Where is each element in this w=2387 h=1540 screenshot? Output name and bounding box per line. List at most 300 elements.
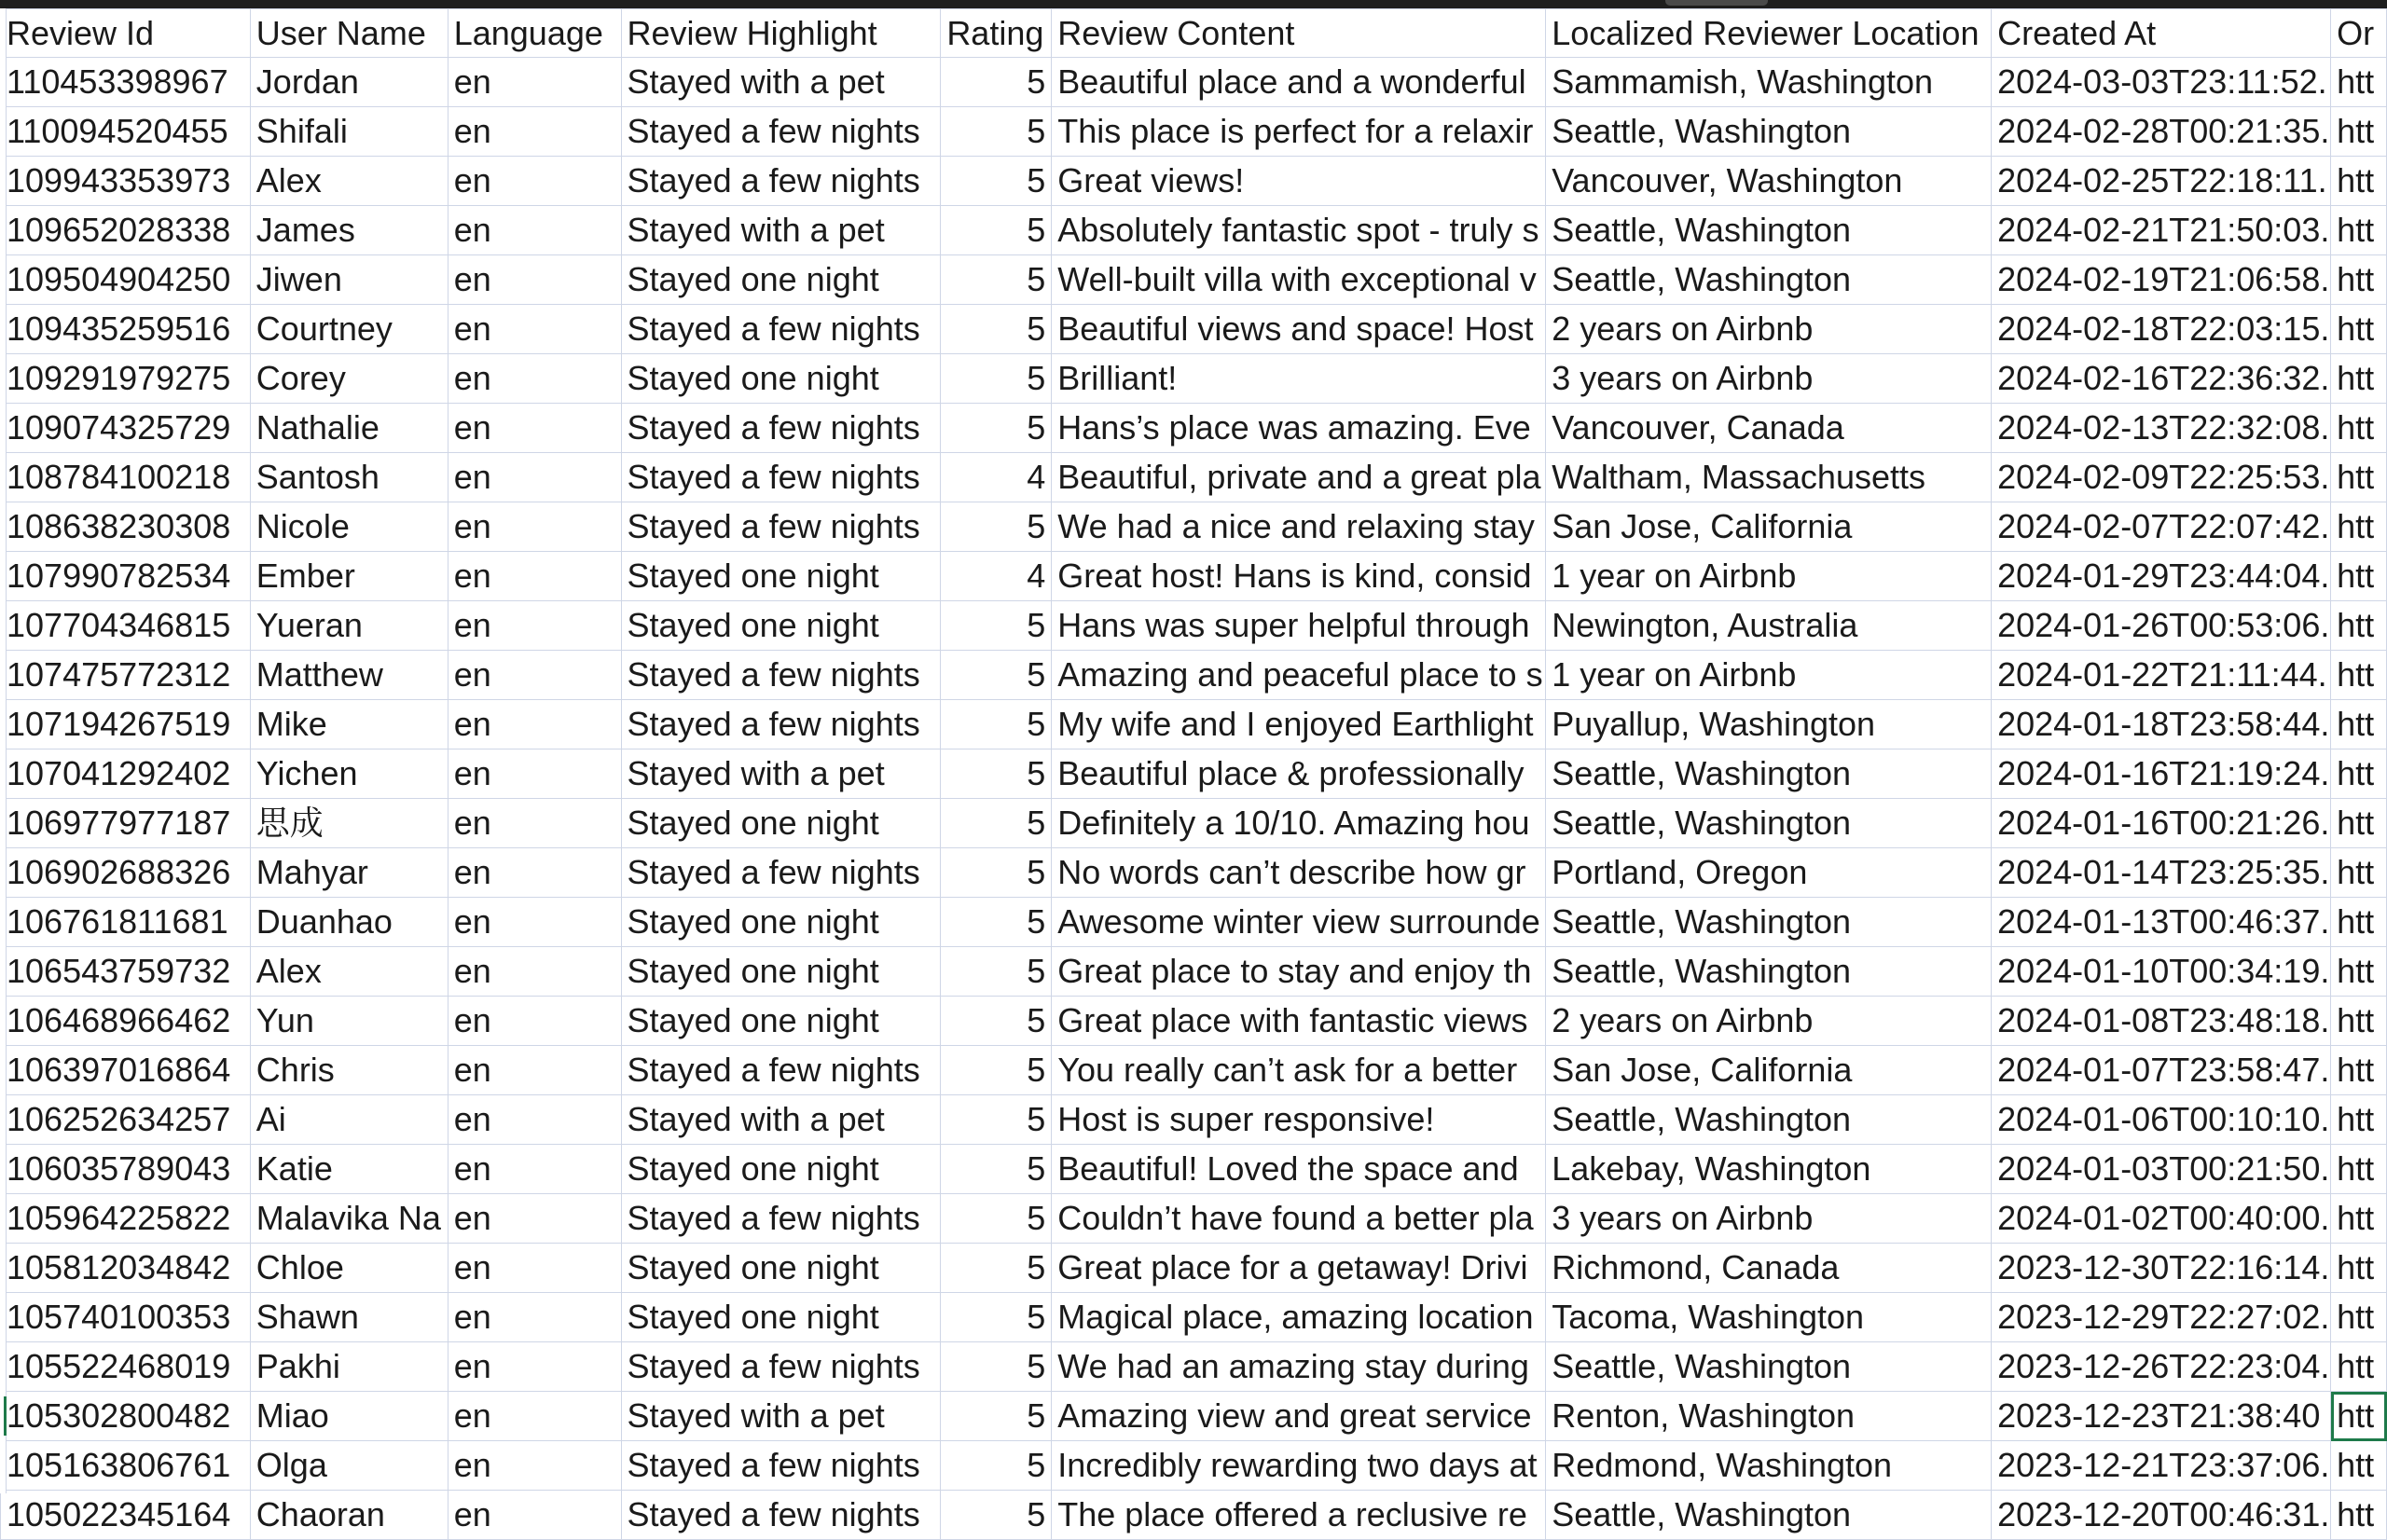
cell-reviewer-location[interactable]: Seattle, Washington — [1546, 107, 1992, 157]
cell-review-id[interactable]: 106468966462 — [1, 997, 251, 1046]
cell-created-at[interactable]: 2024-02-13T22:32:08. — [1992, 404, 2331, 453]
cell-original-url[interactable]: htt — [2331, 651, 2387, 700]
cell-review-highlight[interactable]: Stayed one night — [621, 997, 941, 1046]
table-row — [1, 601, 2387, 651]
cell-created-at[interactable]: 2024-01-18T23:58:44. — [1992, 700, 2331, 749]
cell-rating[interactable]: 5 — [941, 1244, 1052, 1293]
cell-review-highlight[interactable]: Stayed one night — [621, 255, 941, 305]
active-row-marker — [4, 1396, 7, 1436]
cell-reviewer-location[interactable]: San Jose, California — [1546, 1046, 1992, 1095]
table-row — [1, 1293, 2387, 1342]
cell-review-content[interactable]: We had an amazing stay during — [1052, 1342, 1546, 1392]
table-row — [1, 206, 2387, 255]
cell-original-url[interactable]: htt — [2331, 1491, 2387, 1540]
cell-review-content[interactable]: Great views! — [1052, 157, 1546, 206]
cell-review-highlight[interactable]: Stayed one night — [621, 799, 941, 848]
cell-user-name[interactable]: Matthew — [250, 651, 448, 700]
table-row — [1, 1392, 2387, 1441]
cell-reviewer-location[interactable]: 1 year on Airbnb — [1546, 552, 1992, 601]
cell-language[interactable]: en — [448, 848, 621, 898]
cell-original-url[interactable]: htt — [2331, 1293, 2387, 1342]
cell-review-highlight[interactable]: Stayed with a pet — [621, 1095, 941, 1145]
cell-user-name[interactable]: Katie — [250, 1145, 448, 1194]
cell-review-highlight[interactable]: Stayed with a pet — [621, 749, 941, 799]
column-header-rating[interactable]: Rating — [941, 9, 1052, 58]
cell-review-id[interactable]: 105964225822 — [1, 1194, 251, 1244]
cell-user-name[interactable]: Yichen — [250, 749, 448, 799]
cell-reviewer-location[interactable]: Seattle, Washington — [1546, 1491, 1992, 1540]
cell-review-content[interactable]: No words can’t describe how gr — [1052, 848, 1546, 898]
cell-language[interactable]: en — [448, 898, 621, 947]
cell-created-at[interactable]: 2024-01-26T00:53:06. — [1992, 601, 2331, 651]
cell-original-url[interactable]: htt — [2331, 305, 2387, 354]
cell-rating[interactable]: 5 — [941, 58, 1052, 107]
cell-created-at[interactable]: 2024-02-16T22:36:32. — [1992, 354, 2331, 404]
cell-review-highlight[interactable]: Stayed a few nights — [621, 502, 941, 552]
cell-original-url[interactable]: htt — [2331, 848, 2387, 898]
cell-original-url[interactable]: htt — [2331, 898, 2387, 947]
cell-user-name[interactable]: Malavika Na — [250, 1194, 448, 1244]
cell-review-content[interactable]: Beautiful! Loved the space and — [1052, 1145, 1546, 1194]
cell-original-url[interactable]: htt — [2331, 1342, 2387, 1392]
cell-created-at[interactable]: 2024-01-03T00:21:50. — [1992, 1145, 2331, 1194]
cell-language[interactable]: en — [448, 58, 621, 107]
cell-reviewer-location[interactable]: Vancouver, Canada — [1546, 404, 1992, 453]
table-row — [1, 404, 2387, 453]
cell-original-url[interactable]: htt — [2331, 601, 2387, 651]
cell-review-id[interactable]: 108638230308 — [1, 502, 251, 552]
cell-review-id[interactable]: 106761811681 — [1, 898, 251, 947]
cell-review-highlight[interactable]: Stayed a few nights — [621, 700, 941, 749]
cell-reviewer-location[interactable]: San Jose, California — [1546, 502, 1992, 552]
cell-rating[interactable]: 5 — [941, 1145, 1052, 1194]
table-row — [1, 58, 2387, 107]
cell-review-id[interactable]: 108784100218 — [1, 453, 251, 502]
cell-language[interactable]: en — [448, 404, 621, 453]
cell-review-highlight[interactable]: Stayed a few nights — [621, 651, 941, 700]
cell-language[interactable]: en — [448, 947, 621, 997]
cell-rating[interactable]: 5 — [941, 749, 1052, 799]
cell-review-highlight[interactable]: Stayed with a pet — [621, 206, 941, 255]
column-header-reviewer-location[interactable]: Localized Reviewer Location — [1546, 9, 1992, 58]
cell-user-name[interactable]: Pakhi — [250, 1342, 448, 1392]
cell-created-at[interactable]: 2024-01-22T21:11:44. — [1992, 651, 2331, 700]
table-row — [1, 749, 2387, 799]
cell-review-highlight[interactable]: Stayed a few nights — [621, 1194, 941, 1244]
cell-reviewer-location[interactable]: Lakebay, Washington — [1546, 1145, 1992, 1194]
cell-created-at[interactable]: 2024-02-19T21:06:58. — [1992, 255, 2331, 305]
cell-review-highlight[interactable]: Stayed a few nights — [621, 1342, 941, 1392]
cell-review-highlight[interactable]: Stayed a few nights — [621, 404, 941, 453]
cell-created-at[interactable]: 2024-03-03T23:11:52. — [1992, 58, 2331, 107]
table-row — [1, 1491, 2387, 1540]
cell-original-url[interactable]: htt — [2331, 206, 2387, 255]
cell-review-id[interactable]: 109652028338 — [1, 206, 251, 255]
cell-rating[interactable]: 5 — [941, 947, 1052, 997]
cell-user-name[interactable]: Mike — [250, 700, 448, 749]
cell-rating[interactable]: 5 — [941, 799, 1052, 848]
cell-user-name[interactable]: Duanhao — [250, 898, 448, 947]
cell-rating[interactable]: 5 — [941, 305, 1052, 354]
cell-user-name[interactable]: Santosh — [250, 453, 448, 502]
cell-original-url[interactable]: htt — [2331, 404, 2387, 453]
cell-original-url[interactable]: htt — [2331, 552, 2387, 601]
cell-review-highlight[interactable]: Stayed a few nights — [621, 1441, 941, 1491]
cell-review-content[interactable]: Amazing view and great service — [1052, 1392, 1546, 1441]
cell-rating[interactable]: 5 — [941, 255, 1052, 305]
cell-original-url[interactable]: htt — [2331, 1392, 2387, 1441]
cell-review-highlight[interactable]: Stayed a few nights — [621, 305, 941, 354]
cell-review-highlight[interactable]: Stayed a few nights — [621, 107, 941, 157]
cell-review-highlight[interactable]: Stayed one night — [621, 601, 941, 651]
cell-language[interactable]: en — [448, 997, 621, 1046]
cell-user-name[interactable]: Chloe — [250, 1244, 448, 1293]
cell-reviewer-location[interactable]: Sammamish, Washington — [1546, 58, 1992, 107]
cell-original-url[interactable]: htt — [2331, 1046, 2387, 1095]
cell-review-highlight[interactable]: Stayed with a pet — [621, 58, 941, 107]
cell-user-name[interactable]: Courtney — [250, 305, 448, 354]
cell-language[interactable]: en — [448, 1194, 621, 1244]
cell-user-name[interactable]: Chris — [250, 1046, 448, 1095]
cell-original-url[interactable]: htt — [2331, 1095, 2387, 1145]
cell-user-name[interactable]: James — [250, 206, 448, 255]
cell-reviewer-location[interactable]: Seattle, Washington — [1546, 947, 1992, 997]
cell-rating[interactable]: 5 — [941, 601, 1052, 651]
cell-created-at[interactable]: 2024-01-16T21:19:24. — [1992, 749, 2331, 799]
cell-reviewer-location[interactable]: Seattle, Washington — [1546, 749, 1992, 799]
cell-review-content[interactable]: Host is super responsive! — [1052, 1095, 1546, 1145]
cell-review-highlight[interactable]: Stayed a few nights — [621, 848, 941, 898]
cell-user-name[interactable]: Chaoran — [250, 1491, 448, 1540]
cell-user-name[interactable]: Yun — [250, 997, 448, 1046]
cell-reviewer-location[interactable]: Renton, Washington — [1546, 1392, 1992, 1441]
cell-user-name[interactable]: Jordan — [250, 58, 448, 107]
cell-rating[interactable]: 5 — [941, 206, 1052, 255]
cell-reviewer-location[interactable]: Tacoma, Washington — [1546, 1293, 1992, 1342]
cell-rating[interactable]: 5 — [941, 1194, 1052, 1244]
cell-review-highlight[interactable]: Stayed a few nights — [621, 157, 941, 206]
cell-created-at[interactable]: 2024-01-10T00:34:19. — [1992, 947, 2331, 997]
cell-language[interactable]: en — [448, 206, 621, 255]
cell-original-url[interactable]: htt — [2331, 700, 2387, 749]
cell-language[interactable]: en — [448, 453, 621, 502]
cell-reviewer-location[interactable]: Waltham, Massachusetts — [1546, 453, 1992, 502]
cell-review-id[interactable]: 107194267519 — [1, 700, 251, 749]
cell-review-content[interactable]: This place is perfect for a relaxir — [1052, 107, 1546, 157]
table-row — [1, 354, 2387, 404]
cell-review-content[interactable]: Amazing and peaceful place to s — [1052, 651, 1546, 700]
cell-review-id[interactable]: 110453398967 — [1, 58, 251, 107]
cell-review-id[interactable]: 109435259516 — [1, 305, 251, 354]
cell-original-url[interactable]: htt — [2331, 1441, 2387, 1491]
cell-language[interactable]: en — [448, 749, 621, 799]
table-row — [1, 255, 2387, 305]
cell-original-url[interactable]: htt — [2331, 502, 2387, 552]
cell-original-url[interactable]: htt — [2331, 1244, 2387, 1293]
table-row — [1, 305, 2387, 354]
cell-review-id[interactable]: 105022345164 — [1, 1491, 251, 1540]
cell-rating[interactable]: 5 — [941, 651, 1052, 700]
cell-user-name[interactable]: Olga — [250, 1441, 448, 1491]
cell-original-url[interactable]: htt — [2331, 997, 2387, 1046]
cell-language[interactable]: en — [448, 1342, 621, 1392]
cell-language[interactable]: en — [448, 700, 621, 749]
cell-reviewer-location[interactable]: 3 years on Airbnb — [1546, 354, 1992, 404]
cell-created-at[interactable]: 2024-01-06T00:10:10. — [1992, 1095, 2331, 1145]
cell-review-highlight[interactable]: Stayed one night — [621, 898, 941, 947]
cell-review-id[interactable]: 106035789043 — [1, 1145, 251, 1194]
cell-user-name[interactable]: Ember — [250, 552, 448, 601]
cell-review-id[interactable]: 106977977187 — [1, 799, 251, 848]
cell-rating[interactable]: 5 — [941, 1491, 1052, 1540]
cell-review-content[interactable]: The place offered a reclusive re — [1052, 1491, 1546, 1540]
cell-review-highlight[interactable]: Stayed a few nights — [621, 1491, 941, 1540]
cell-language[interactable]: en — [448, 354, 621, 404]
table-row — [1, 107, 2387, 157]
cell-review-highlight[interactable]: Stayed one night — [621, 1293, 941, 1342]
table-row — [1, 898, 2387, 947]
cell-user-name[interactable]: Jiwen — [250, 255, 448, 305]
cell-review-content[interactable]: Beautiful place & professionally — [1052, 749, 1546, 799]
cell-reviewer-location[interactable]: Vancouver, Washington — [1546, 157, 1992, 206]
cell-created-at[interactable]: 2024-01-07T23:58:47. — [1992, 1046, 2331, 1095]
cell-review-id[interactable]: 105163806761 — [1, 1441, 251, 1491]
cell-rating[interactable]: 5 — [941, 1342, 1052, 1392]
cell-reviewer-location[interactable]: Seattle, Washington — [1546, 799, 1992, 848]
cell-created-at[interactable]: 2024-01-14T23:25:35. — [1992, 848, 2331, 898]
cell-user-name[interactable]: Miao — [250, 1392, 448, 1441]
cell-review-content[interactable]: Great place for a getaway! Drivi — [1052, 1244, 1546, 1293]
cell-created-at[interactable]: 2023-12-29T22:27:02. — [1992, 1293, 2331, 1342]
cell-review-highlight[interactable]: Stayed a few nights — [621, 1046, 941, 1095]
table-row — [1, 1145, 2387, 1194]
cell-review-id[interactable]: 105740100353 — [1, 1293, 251, 1342]
table-row — [1, 1244, 2387, 1293]
cell-review-highlight[interactable]: Stayed with a pet — [621, 1392, 941, 1441]
column-header-review-id[interactable]: Review Id — [1, 9, 251, 58]
cell-review-highlight[interactable]: Stayed one night — [621, 354, 941, 404]
cell-created-at[interactable]: 2023-12-23T21:38:40 — [1992, 1392, 2331, 1441]
cell-review-highlight[interactable]: Stayed a few nights — [621, 453, 941, 502]
cell-review-content[interactable]: Great host! Hans is kind, consid — [1052, 552, 1546, 601]
spreadsheet-grid-area[interactable] — [0, 8, 2387, 1533]
cell-user-name[interactable]: Shifali — [250, 107, 448, 157]
cell-created-at[interactable]: 2024-01-02T00:40:00. — [1992, 1194, 2331, 1244]
cell-original-url[interactable]: htt — [2331, 799, 2387, 848]
cell-review-id[interactable]: 110094520455 — [1, 107, 251, 157]
cell-rating[interactable]: 4 — [941, 552, 1052, 601]
cell-review-highlight[interactable]: Stayed one night — [621, 552, 941, 601]
cell-language[interactable]: en — [448, 1095, 621, 1145]
cell-rating[interactable]: 5 — [941, 404, 1052, 453]
cell-review-content[interactable]: Hans was super helpful through — [1052, 601, 1546, 651]
cell-review-highlight[interactable]: Stayed one night — [621, 1244, 941, 1293]
cell-review-content[interactable]: Well-built villa with exceptional v — [1052, 255, 1546, 305]
cell-language[interactable]: en — [448, 305, 621, 354]
cell-original-url[interactable]: htt — [2331, 107, 2387, 157]
cell-created-at[interactable]: 2024-02-25T22:18:11. — [1992, 157, 2331, 206]
cell-original-url[interactable]: htt — [2331, 947, 2387, 997]
cell-rating[interactable]: 5 — [941, 157, 1052, 206]
cell-reviewer-location[interactable]: 2 years on Airbnb — [1546, 997, 1992, 1046]
cell-rating[interactable]: 5 — [941, 1095, 1052, 1145]
cell-review-id[interactable]: 107990782534 — [1, 552, 251, 601]
cell-review-highlight[interactable]: Stayed one night — [621, 947, 941, 997]
cell-review-id[interactable]: 105812034842 — [1, 1244, 251, 1293]
cell-language[interactable]: en — [448, 1244, 621, 1293]
cell-created-at[interactable]: 2024-01-08T23:48:18. — [1992, 997, 2331, 1046]
cell-user-name[interactable]: 思成 — [250, 799, 448, 848]
cell-rating[interactable]: 4 — [941, 453, 1052, 502]
cell-original-url[interactable]: htt — [2331, 354, 2387, 404]
cell-original-url[interactable]: htt — [2331, 1194, 2387, 1244]
cell-review-content[interactable]: Hans’s place was amazing. Eve — [1052, 404, 1546, 453]
cell-reviewer-location[interactable]: Portland, Oregon — [1546, 848, 1992, 898]
cell-language[interactable]: en — [448, 799, 621, 848]
cell-original-url[interactable]: htt — [2331, 453, 2387, 502]
cell-review-id[interactable]: 107704346815 — [1, 601, 251, 651]
cell-review-id[interactable]: 106252634257 — [1, 1095, 251, 1145]
cell-language[interactable]: en — [448, 1441, 621, 1491]
cell-created-at[interactable]: 2024-02-28T00:21:35. — [1992, 107, 2331, 157]
cell-review-content[interactable]: My wife and I enjoyed Earthlight — [1052, 700, 1546, 749]
cell-review-id[interactable]: 109074325729 — [1, 404, 251, 453]
cell-user-name[interactable]: Mahyar — [250, 848, 448, 898]
cell-rating[interactable]: 5 — [941, 848, 1052, 898]
cell-created-at[interactable]: 2023-12-26T22:23:04. — [1992, 1342, 2331, 1392]
cell-created-at[interactable]: 2024-02-21T21:50:03. — [1992, 206, 2331, 255]
cell-created-at[interactable]: 2023-12-30T22:16:14. — [1992, 1244, 2331, 1293]
cell-original-url[interactable]: htt — [2331, 749, 2387, 799]
cell-reviewer-location[interactable]: Newington, Australia — [1546, 601, 1992, 651]
cell-created-at[interactable]: 2024-02-07T22:07:42. — [1992, 502, 2331, 552]
cell-user-name[interactable]: Alex — [250, 157, 448, 206]
cell-review-content[interactable]: Magical place, amazing location — [1052, 1293, 1546, 1342]
cell-review-content[interactable]: Definitely a 10/10. Amazing hou — [1052, 799, 1546, 848]
column-header-review-content[interactable]: Review Content — [1052, 9, 1546, 58]
cell-review-id[interactable]: 105522468019 — [1, 1342, 251, 1392]
cell-language[interactable]: en — [448, 107, 621, 157]
cell-user-name[interactable]: Yueran — [250, 601, 448, 651]
cell-user-name[interactable]: Nicole — [250, 502, 448, 552]
cell-rating[interactable]: 5 — [941, 1293, 1052, 1342]
cell-review-content[interactable]: Incredibly rewarding two days at — [1052, 1441, 1546, 1491]
column-header-review-highlight[interactable]: Review Highlight — [621, 9, 941, 58]
cell-original-url[interactable]: htt — [2331, 58, 2387, 107]
cell-reviewer-location[interactable]: Seattle, Washington — [1546, 898, 1992, 947]
cell-reviewer-location[interactable]: Seattle, Washington — [1546, 1095, 1992, 1145]
cell-reviewer-location[interactable]: Puyallup, Washington — [1546, 700, 1992, 749]
cell-language[interactable]: en — [448, 552, 621, 601]
table-row — [1, 552, 2387, 601]
cell-language[interactable]: en — [448, 1293, 621, 1342]
cell-created-at[interactable]: 2023-12-20T00:46:31. — [1992, 1491, 2331, 1540]
cell-reviewer-location[interactable]: 2 years on Airbnb — [1546, 305, 1992, 354]
cell-language[interactable]: en — [448, 601, 621, 651]
cell-review-content[interactable]: Absolutely fantastic spot - truly s — [1052, 206, 1546, 255]
cell-review-id[interactable]: 107041292402 — [1, 749, 251, 799]
cell-reviewer-location[interactable]: 1 year on Airbnb — [1546, 651, 1992, 700]
cell-rating[interactable]: 5 — [941, 1392, 1052, 1441]
cell-review-content[interactable]: We had a nice and relaxing stay — [1052, 502, 1546, 552]
cell-rating[interactable]: 5 — [941, 997, 1052, 1046]
cell-review-id[interactable]: 106543759732 — [1, 947, 251, 997]
cell-created-at[interactable]: 2024-01-13T00:46:37. — [1992, 898, 2331, 947]
cell-user-name[interactable]: Corey — [250, 354, 448, 404]
cell-rating[interactable]: 5 — [941, 502, 1052, 552]
column-header-created-at[interactable]: Created At — [1992, 9, 2331, 58]
cell-review-id[interactable]: 109504904250 — [1, 255, 251, 305]
cell-reviewer-location[interactable]: Redmond, Washington — [1546, 1441, 1992, 1491]
column-header-language[interactable]: Language — [448, 9, 621, 58]
cell-review-content[interactable]: Beautiful place and a wonderful — [1052, 58, 1546, 107]
cell-language[interactable]: en — [448, 1491, 621, 1540]
cell-created-at[interactable]: 2023-12-21T23:37:06. — [1992, 1441, 2331, 1491]
cell-created-at[interactable]: 2024-02-09T22:25:53. — [1992, 453, 2331, 502]
cell-review-id[interactable]: 109291979275 — [1, 354, 251, 404]
cell-rating[interactable]: 5 — [941, 354, 1052, 404]
cell-review-content[interactable]: Beautiful views and space! Host — [1052, 305, 1546, 354]
cell-user-name[interactable]: Nathalie — [250, 404, 448, 453]
cell-review-content[interactable]: Brilliant! — [1052, 354, 1546, 404]
cell-review-id[interactable]: 109943353973 — [1, 157, 251, 206]
cell-rating[interactable]: 5 — [941, 1441, 1052, 1491]
cell-review-content[interactable]: Beautiful, private and a great pla — [1052, 453, 1546, 502]
cell-rating[interactable]: 5 — [941, 898, 1052, 947]
cell-original-url[interactable]: htt — [2331, 157, 2387, 206]
cell-user-name[interactable]: Shawn — [250, 1293, 448, 1342]
cell-rating[interactable]: 5 — [941, 1046, 1052, 1095]
cell-review-id[interactable]: 106397016864 — [1, 1046, 251, 1095]
window-tab-handle[interactable] — [1665, 0, 1768, 6]
cell-review-content[interactable]: Awesome winter view surrounde — [1052, 898, 1546, 947]
table-row — [1, 1046, 2387, 1095]
cell-user-name[interactable]: Ai — [250, 1095, 448, 1145]
cell-created-at[interactable]: 2024-02-18T22:03:15. — [1992, 305, 2331, 354]
cell-created-at[interactable]: 2024-01-16T00:21:26. — [1992, 799, 2331, 848]
cell-language[interactable]: en — [448, 651, 621, 700]
cell-rating[interactable]: 5 — [941, 107, 1052, 157]
cell-review-highlight[interactable]: Stayed one night — [621, 1145, 941, 1194]
cell-review-content[interactable]: You really can’t ask for a better — [1052, 1046, 1546, 1095]
cell-language[interactable]: en — [448, 157, 621, 206]
cell-original-url[interactable]: htt — [2331, 1145, 2387, 1194]
cell-created-at[interactable]: 2024-01-29T23:44:04. — [1992, 552, 2331, 601]
cell-review-content[interactable]: Great place with fantastic views — [1052, 997, 1546, 1046]
cell-rating[interactable]: 5 — [941, 700, 1052, 749]
column-header-original-url[interactable]: Or — [2331, 9, 2387, 58]
cell-original-url[interactable]: htt — [2331, 255, 2387, 305]
cell-reviewer-location[interactable]: Richmond, Canada — [1546, 1244, 1992, 1293]
cell-review-id[interactable]: 107475772312 — [1, 651, 251, 700]
cell-language[interactable]: en — [448, 502, 621, 552]
cell-reviewer-location[interactable]: Seattle, Washington — [1546, 1342, 1992, 1392]
cell-reviewer-location[interactable]: Seattle, Washington — [1546, 206, 1992, 255]
column-header-user-name[interactable]: User Name — [250, 9, 448, 58]
cell-reviewer-location[interactable]: Seattle, Washington — [1546, 255, 1992, 305]
cell-review-content[interactable]: Great place to stay and enjoy th — [1052, 947, 1546, 997]
cell-review-content[interactable]: Couldn’t have found a better pla — [1052, 1194, 1546, 1244]
cell-reviewer-location[interactable]: 3 years on Airbnb — [1546, 1194, 1992, 1244]
cell-review-id[interactable]: 106902688326 — [1, 848, 251, 898]
cell-language[interactable]: en — [448, 1392, 621, 1441]
window-top-bar — [0, 0, 2387, 8]
cell-language[interactable]: en — [448, 1145, 621, 1194]
cell-language[interactable]: en — [448, 255, 621, 305]
cell-user-name[interactable]: Alex — [250, 947, 448, 997]
cell-language[interactable]: en — [448, 1046, 621, 1095]
cell-review-id[interactable]: 105302800482 — [1, 1392, 251, 1441]
